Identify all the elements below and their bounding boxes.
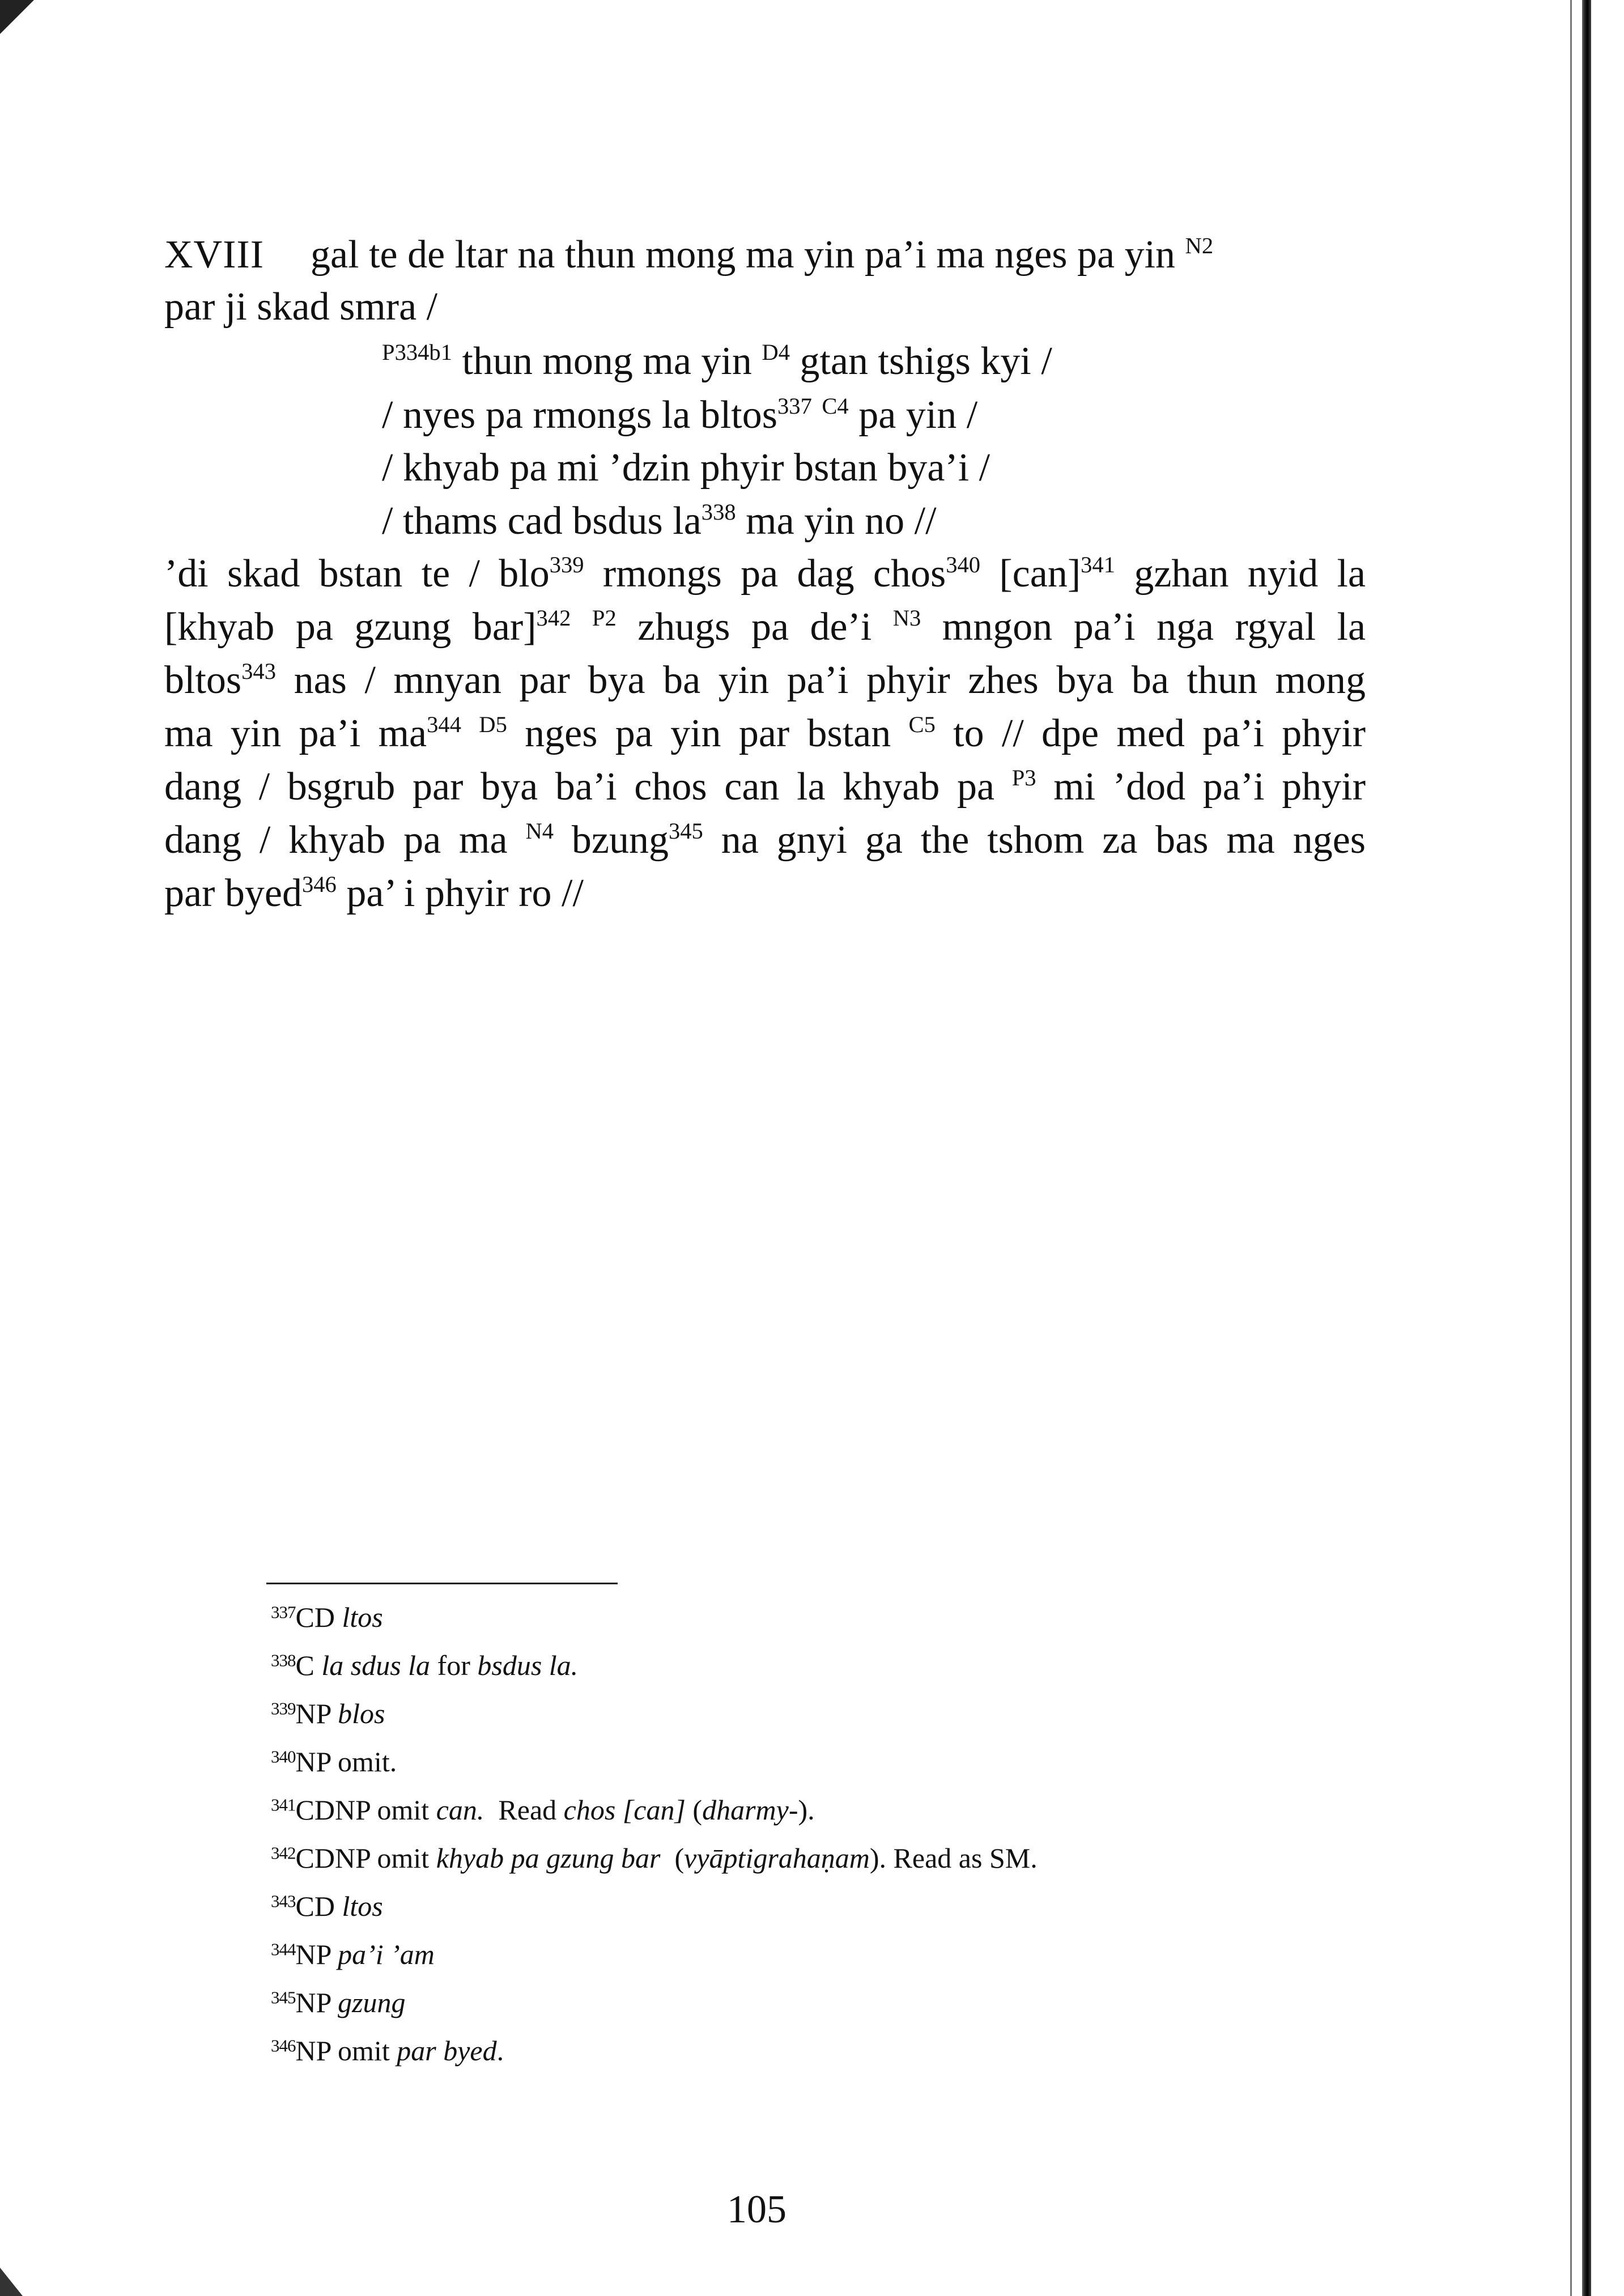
verse-text: pa yin /: [858, 393, 978, 437]
ms-marker: N2: [1185, 232, 1214, 258]
para-text: gzhan nyid la: [1134, 552, 1366, 596]
footnote-italic: blos: [338, 1698, 385, 1729]
para-text: mi ’dod pa’i phyir: [1053, 765, 1366, 809]
para-text: bltos: [164, 658, 242, 702]
footnote-number: 337: [271, 1602, 296, 1622]
para-line-2: [164, 605, 1366, 650]
footnote-italic: khyab pa gzung bar: [436, 1842, 661, 1874]
footnote-italic: la sdus la: [321, 1649, 431, 1681]
footnote-ref: 340: [946, 551, 981, 577]
page-number: 105: [727, 2188, 787, 2231]
footnote-339: [271, 1697, 385, 1730]
footnote-text: CD: [295, 1890, 335, 1922]
para-text: na gnyi ga the tshom za bas ma nges: [721, 818, 1366, 862]
para-text: rmongs pa dag chos: [602, 552, 946, 596]
footnote-number: 345: [271, 1987, 296, 2008]
scan-shadow-top-left: [0, 0, 34, 34]
scan-binding-edge: [1582, 0, 1591, 2296]
footnote-italic: can.: [436, 1794, 484, 1826]
footnote-340: [271, 1745, 397, 1778]
ms-marker: C5: [908, 711, 936, 737]
footnote-text: CD: [295, 1601, 335, 1633]
footnote-number: 342: [271, 1843, 296, 1863]
footnote-343: [271, 1890, 383, 1923]
footnote-ref: 338: [701, 499, 736, 525]
footnote-text: for: [437, 1649, 470, 1681]
para-text: zhugs pa de’i: [637, 605, 872, 649]
para-text: [can]: [999, 552, 1081, 596]
footnote-rule: [266, 1583, 618, 1584]
ms-marker: N4: [525, 818, 554, 844]
footnote-ref: 346: [301, 871, 337, 897]
footnote-ref: 337: [777, 393, 812, 419]
footnote-italic: bsdus la.: [477, 1649, 579, 1681]
para-line-3: [164, 658, 1366, 703]
ms-marker: P2: [592, 605, 617, 631]
footnote-text: (: [692, 1794, 703, 1826]
verse-line-3: / khyab pa mi ’dzin phyir bstan bya’i /: [382, 446, 990, 490]
para-line-6: [164, 818, 1366, 863]
section-number: XVIII: [164, 233, 265, 277]
footnote-text: NP: [295, 1987, 331, 2018]
footnote-345: [271, 1986, 406, 2019]
verse-line-2: [382, 393, 977, 438]
para-line-5: [164, 764, 1366, 810]
verse-text: / nyes pa rmongs la bltos: [382, 393, 777, 437]
footnote-text: NP omit.: [295, 1746, 397, 1778]
footnote-342: [271, 1842, 1038, 1874]
footnote-italic: vyāptigrahaṇam: [684, 1842, 870, 1874]
para-text: to // dpe med pa’i phyir: [953, 712, 1366, 755]
footnote-337: [271, 1601, 383, 1634]
footnote-text: (: [674, 1842, 685, 1874]
para-text: ma yin pa’i ma: [164, 712, 427, 755]
footnote-ref: 342: [536, 605, 571, 631]
para-text: dang / khyab pa ma: [164, 818, 508, 862]
footnote-italic: pa’i ’am: [338, 1938, 435, 1970]
footnote-italic: gzung: [338, 1987, 406, 2018]
footnote-text: ).: [798, 1794, 815, 1826]
para-text: ’di skad bstan te / blo: [164, 552, 550, 596]
scan-edge-line: [1570, 0, 1572, 2296]
footnote-italic: par byed: [397, 2035, 497, 2067]
ms-marker: P3: [1011, 764, 1036, 790]
para-text: bzung: [571, 818, 669, 862]
footnote-text: ). Read as SM.: [869, 1842, 1038, 1874]
footnote-text: .: [496, 2035, 504, 2067]
ms-marker: D4: [762, 339, 790, 365]
footnote-number: 343: [271, 1891, 296, 1911]
footnote-ref: 339: [549, 551, 584, 577]
verse-text: gtan tshigs kyi /: [800, 339, 1052, 383]
para-text: dang / bsgrub par bya ba’i chos can la khyab pa: [164, 765, 995, 809]
footnote-italic: ltos: [342, 1601, 383, 1633]
footnote-number: 338: [271, 1650, 296, 1670]
footnote-number: 346: [271, 2035, 296, 2056]
footnote-number: 341: [271, 1795, 296, 1815]
footnote-number: 344: [271, 1939, 296, 1959]
footnote-text: C: [295, 1649, 314, 1681]
para-text: pa’ i phyir ro //: [346, 871, 584, 915]
footnote-text: CDNP omit: [295, 1842, 430, 1874]
footnote-text: CDNP omit: [295, 1794, 430, 1826]
footnote-338: [271, 1649, 578, 1682]
footnote-346: [271, 2034, 504, 2067]
para-text: nas / mnyan par bya ba yin pa’i phyir zhes bya ba thun mong: [294, 658, 1366, 702]
verse-text: / thams cad bsdus la: [382, 499, 702, 543]
para-text: nges pa yin par bstan: [525, 712, 891, 755]
footnote-text: Read: [498, 1794, 557, 1826]
footnote-text: NP omit: [295, 2035, 390, 2067]
para-line-7: [164, 871, 584, 916]
section-line-1: [164, 232, 1213, 278]
footnote-italic: chos [can]: [563, 1794, 686, 1826]
footnote-341: [271, 1793, 815, 1826]
ms-marker: N3: [892, 605, 921, 631]
para-text: mngon pa’i nga rgyal la: [942, 605, 1366, 649]
footnote-text: NP: [295, 1938, 331, 1970]
ms-marker: C4: [822, 393, 849, 419]
verse-text: ma yin no //: [746, 499, 937, 543]
footnote-italic: ltos: [342, 1890, 383, 1922]
folio-marker: P334b1: [382, 339, 453, 365]
footnote-344: [271, 1938, 435, 1971]
section-line-2: par ji skad smra /: [164, 285, 438, 329]
footnote-ref: 344: [427, 711, 462, 737]
section-text-1: gal te de ltar na thun mong ma yin pa’i ma nges pa yin: [311, 233, 1176, 277]
footnote-text: NP: [295, 1698, 331, 1729]
footnote-ref: 343: [241, 658, 277, 684]
footnote-number: 340: [271, 1746, 296, 1767]
verse-line-1: [382, 339, 1052, 384]
para-line-4: [164, 711, 1366, 756]
footnote-ref: 341: [1081, 551, 1116, 577]
ms-marker: D5: [479, 711, 507, 737]
footnote-number: 339: [271, 1698, 296, 1719]
para-text: [khyab pa gzung bar]: [164, 605, 537, 649]
verse-text: thun mong ma yin: [462, 339, 752, 383]
verse-line-4: [382, 499, 937, 544]
para-text: par byed: [164, 871, 302, 915]
footnote-ref: 345: [668, 818, 703, 844]
para-line-1: [164, 551, 1366, 597]
footnote-italic: dharmy-: [702, 1794, 798, 1826]
scan-shadow-bottom-left: [0, 2268, 23, 2296]
